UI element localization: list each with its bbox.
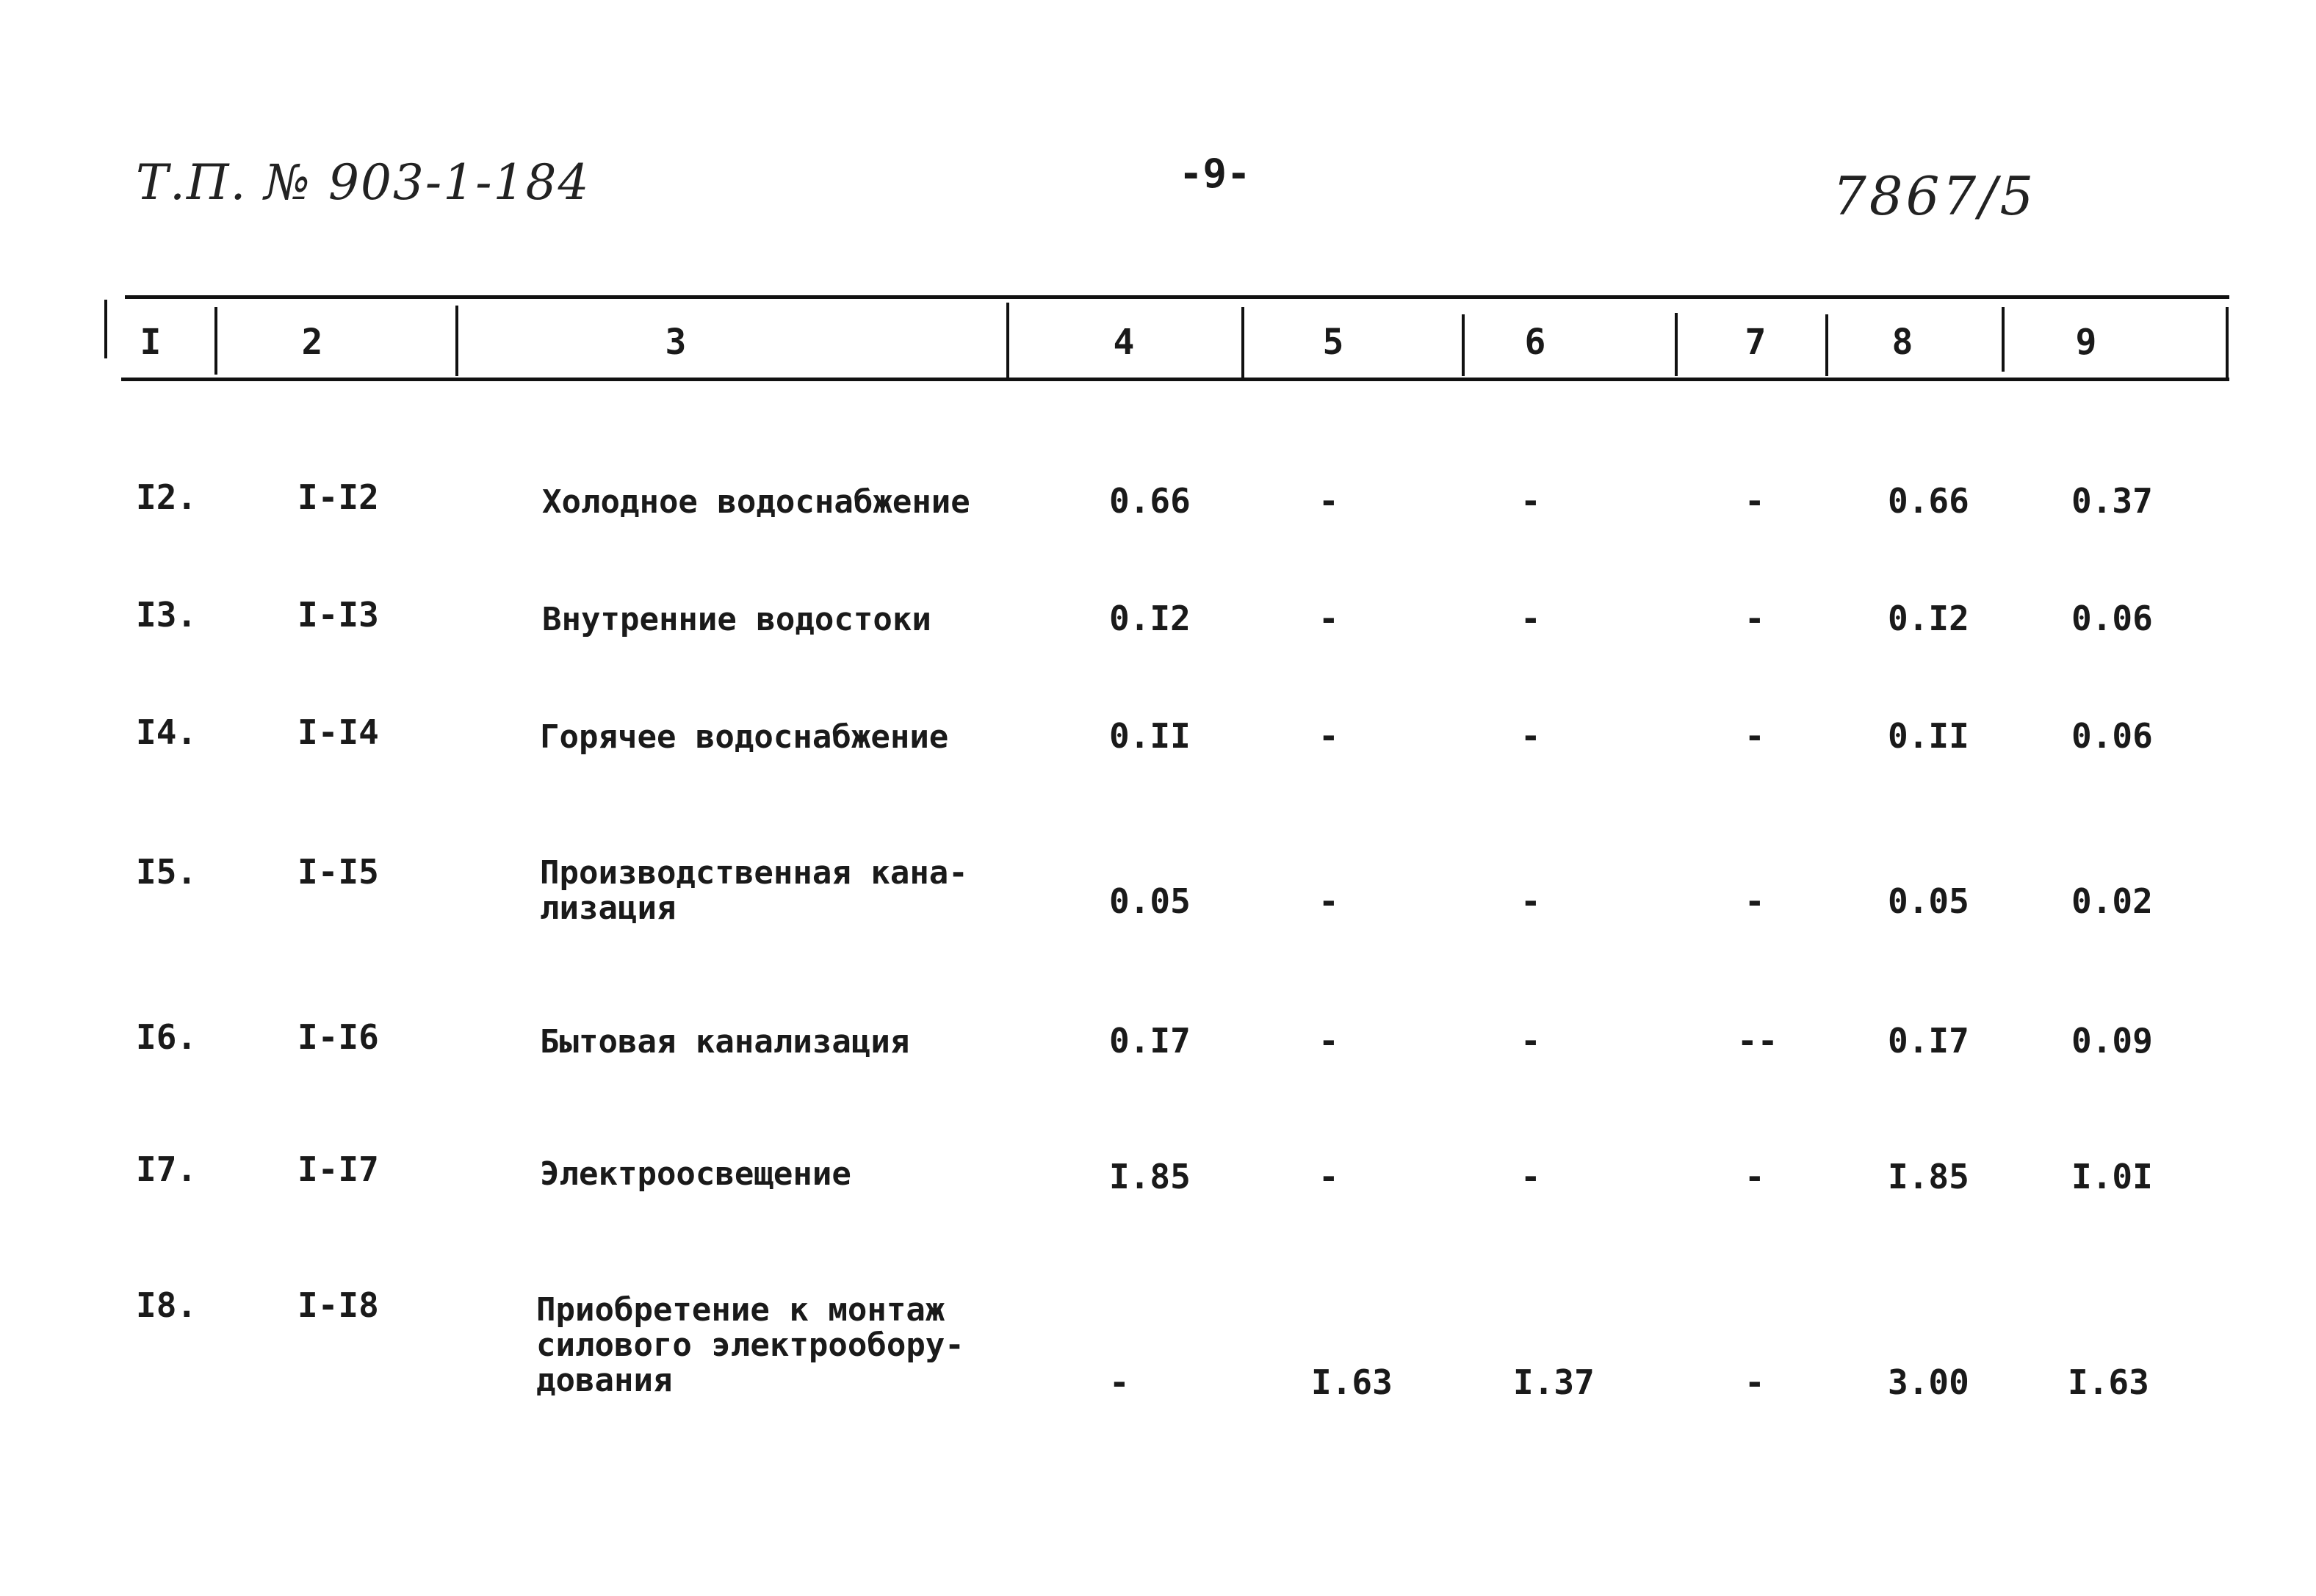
row-name: Электроосвещение	[540, 1155, 851, 1193]
row-col8: 0.66	[1888, 481, 1969, 521]
row-col7: -	[1745, 1362, 1765, 1402]
row-col8: 0.I7	[1888, 1021, 1969, 1061]
row-col7: --	[1737, 1021, 1778, 1061]
column-divider	[2226, 307, 2229, 378]
row-number: I6.	[136, 1017, 198, 1057]
row-col9: I.63	[2068, 1362, 2149, 1402]
page-number: -9-	[1179, 151, 1251, 197]
row-col4: 0.II	[1109, 716, 1191, 756]
row-code: I-I7	[297, 1149, 379, 1189]
row-col9: 0.06	[2071, 716, 2153, 756]
row-number: I2.	[136, 477, 198, 517]
row-col6: -	[1520, 481, 1541, 521]
row-col4: -	[1109, 1362, 1130, 1402]
column-header-5: 5	[1322, 322, 1344, 363]
document-number: 7867/5	[1833, 165, 2037, 227]
table-top-rule	[125, 295, 2229, 299]
row-col8: 3.00	[1888, 1362, 1969, 1402]
column-header-8: 8	[1891, 322, 1913, 363]
column-divider	[455, 306, 458, 376]
column-header-3: 3	[665, 322, 687, 363]
row-number: I3.	[136, 595, 198, 635]
column-header-1: I	[140, 322, 162, 363]
row-name: Бытовая канализация	[540, 1023, 910, 1061]
row-col6: -	[1520, 1021, 1541, 1061]
column-header-7: 7	[1745, 322, 1767, 363]
column-header-4: 4	[1113, 322, 1135, 363]
row-col4: 0.I2	[1109, 599, 1191, 638]
column-divider	[1462, 314, 1465, 376]
row-code: I-I2	[297, 477, 379, 517]
row-col8: 0.I2	[1888, 599, 1969, 638]
row-number: I5.	[136, 852, 198, 892]
row-name: Горячее водоснабжение	[540, 718, 949, 756]
row-code: I-I6	[297, 1017, 379, 1057]
row-name: Приобретение к монтаж силового электрообору- дования	[536, 1291, 964, 1399]
row-col4: I.85	[1109, 1157, 1191, 1196]
row-col7: -	[1745, 599, 1765, 638]
column-divider	[1675, 313, 1678, 376]
column-divider	[214, 307, 217, 375]
row-col5: -	[1318, 1157, 1339, 1196]
row-col7: -	[1745, 1157, 1765, 1196]
row-code: I-I8	[297, 1285, 379, 1325]
row-col5: -	[1318, 716, 1339, 756]
row-col7: -	[1745, 716, 1765, 756]
row-col5: -	[1318, 599, 1339, 638]
row-code: I-I4	[297, 712, 379, 752]
row-number: I4.	[136, 712, 198, 752]
row-col9: 0.09	[2071, 1021, 2153, 1061]
row-col7: -	[1745, 881, 1765, 921]
document-code: Т.П. № 903-1-184	[136, 154, 591, 211]
column-divider	[1241, 307, 1244, 378]
row-col6: -	[1520, 1157, 1541, 1196]
column-divider	[104, 300, 107, 358]
row-col9: I.0I	[2071, 1157, 2153, 1196]
row-col6: -	[1520, 881, 1541, 921]
row-col6: -	[1520, 716, 1541, 756]
row-col5: -	[1318, 881, 1339, 921]
row-col5: -	[1318, 481, 1339, 521]
row-col5: I.63	[1311, 1362, 1393, 1402]
row-col9: 0.37	[2071, 481, 2153, 521]
column-header-9: 9	[2075, 322, 2097, 363]
row-col8: 0.05	[1888, 881, 1969, 921]
row-col6: -	[1520, 599, 1541, 638]
row-col8: 0.II	[1888, 716, 1969, 756]
row-col6: I.37	[1513, 1362, 1595, 1402]
row-col4: 0.05	[1109, 881, 1191, 921]
row-name: Холодное водоснабжение	[542, 483, 970, 521]
column-header-6: 6	[1524, 322, 1546, 363]
row-col5: -	[1318, 1021, 1339, 1061]
row-col7: -	[1745, 481, 1765, 521]
row-col9: 0.06	[2071, 599, 2153, 638]
row-number: I7.	[136, 1149, 198, 1189]
row-name: Внутренние водостоки	[542, 601, 931, 638]
row-name: Производственная кана- лизация	[540, 854, 968, 927]
row-col4: 0.66	[1109, 481, 1191, 521]
column-divider	[2002, 307, 2005, 372]
row-code: I-I3	[297, 595, 379, 635]
row-col9: 0.02	[2071, 881, 2153, 921]
column-divider	[1006, 303, 1009, 378]
column-header-2: 2	[301, 322, 323, 363]
row-number: I8.	[136, 1285, 198, 1325]
column-divider	[1825, 314, 1828, 376]
row-col4: 0.I7	[1109, 1021, 1191, 1061]
row-col8: I.85	[1888, 1157, 1969, 1196]
table-header-bottom-rule	[121, 378, 2229, 381]
row-code: I-I5	[297, 852, 379, 892]
